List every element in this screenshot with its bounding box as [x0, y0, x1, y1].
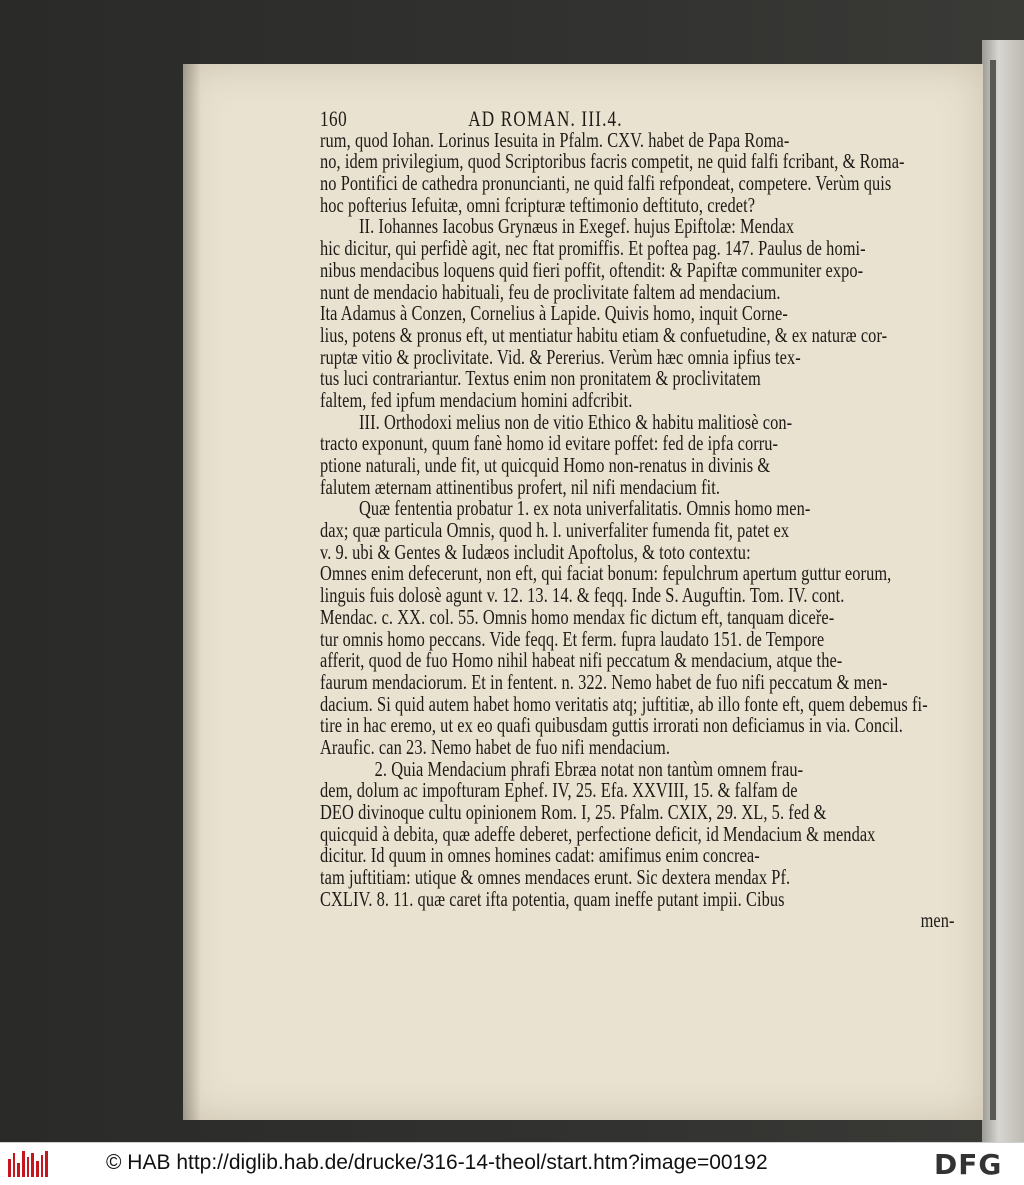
text-line: dacium. Si quid autem habet homo veritatis atq; juftitiæ, ab illo fonte eft, quem debemus fi-	[320, 691, 928, 716]
text-line: tire in hac eremo, ut ex eo quafi quibusdam guttis irrorati non deficiamus in via. Concil.	[320, 713, 903, 738]
text-line: falutem æternam attinentibus profert, nil nifi mendacium fit.	[320, 474, 721, 499]
text-line: Ita Adamus à Conzen, Cornelius à Lapide. Quivis homo, inquit Corne-	[320, 301, 788, 326]
running-title: AD ROMAN. III.4.	[468, 106, 623, 131]
text-line: linguis fuis dolosè agunt v. 12. 13. 14. & feqq. Inde S. Auguftin. Tom. IV. cont.	[320, 583, 845, 608]
viewer-footer	[0, 1142, 1024, 1185]
page-gutter-shadow	[990, 60, 996, 1120]
text-line: tam juftitiam: utique & omnes mendaces erunt. Sic dextera mendax Pf.	[320, 865, 791, 890]
text-line: hic dicitur, qui perfidè agit, nec ftat promiffis. Et poftea pag. 147. Paulus de homi-	[320, 236, 866, 261]
text-line: dem, dolum ac impofturam Ephef. IV, 25. Efa. XXVIII, 15. & falfam de	[320, 778, 798, 803]
adjacent-page-edge	[982, 40, 1024, 1142]
text-line: v. 9. ubi & Gentes & Iudæos includit Apoftolus, & toto contextu:	[320, 539, 751, 564]
page-number: 160	[320, 106, 348, 131]
text-line: CXLIV. 8. 11. quæ caret ifta potentia, quam ineffe putant impii. Cibus	[320, 886, 785, 911]
text-line: DEO divinoque cultu opinionem Rom. I, 25. Pfalm. CXIX, 29. XL, 5. fed &	[320, 800, 827, 824]
text-line: quicquid à debita, quæ adeffe deberet, perfectione deficit, id Mendacium & mendax	[320, 821, 876, 846]
dfg-logo[interactable]: DFG	[934, 1148, 1003, 1181]
text-line: dax; quæ particula Omnis, quod h. l. univerfaliter fumenda fit, patet ex	[320, 518, 790, 543]
page-edge-shadow	[183, 64, 201, 1120]
text-line: Mendac. c. XX. col. 55. Omnis homo mendax fic dictum eft, tanquam diceře-	[320, 604, 835, 629]
text-line: hoc pofterius Iefuitæ, omni fcripturæ teftimonio deftituto, credet?	[320, 192, 756, 217]
text-line: faltem, fed ipfum mendacium homini adfcribit.	[320, 387, 633, 412]
text-line: faurum mendaciorum. Et in fentent. n. 322. Nemo habet de fuo nifi peccatum & men-	[320, 669, 888, 694]
text-line: afferit, quod de fuo Homo nihil habeat nifi peccatum & mendacium, atque the-	[320, 648, 843, 673]
page-text	[320, 108, 960, 932]
text-line: lius, potens & pronus eft, ut mentiatur habitu etiam & confuetudine, & ex naturæ cor-	[320, 322, 888, 347]
running-header	[320, 108, 960, 130]
text-line: tracto exponunt, quum fanè homo id evitare poffet: fed de ipfa corru-	[320, 431, 779, 456]
catchword: men-	[920, 908, 955, 933]
text-line: rum, quod Iohan. Lorinus Iesuita in Pfalm. CXV. habet de Papa Roma-	[320, 127, 790, 152]
text-line: Araufic. can 23. Nemo habet de fuo nifi mendacium.	[320, 734, 671, 759]
text-line: Quæ fententia probatur 1. ex nota univerfalitatis. Omnis homo men-	[359, 496, 811, 521]
text-line: Omnes enim defecerunt, non eft, qui faciat bonum: fepulchrum apertum guttur eorum,	[320, 561, 892, 586]
text-line: ptione naturali, unde fit, ut quicquid Homo non-renatus in divinis &	[320, 453, 771, 477]
source-link[interactable]: © HAB http://diglib.hab.de/drucke/316-14-theol/start.htm?image=00192	[106, 1151, 768, 1174]
hab-logo[interactable]	[8, 1151, 48, 1177]
text-line: no Pontifici de cathedra pronuncianti, ne quid falfi refpondeat, competere. Verùm quis	[320, 171, 892, 196]
text-line: ruptæ vitio & proclivitate. Vid. & Pererius. Verùm hæc omnia ipfius tex-	[320, 344, 801, 369]
text-line: tus luci contrariantur. Textus enim non pronitatem & proclivitatem	[320, 366, 761, 391]
text-line: nunt de mendacio habituali, feu de proclivitate faltem ad mendacium.	[320, 279, 781, 304]
text-line: 2. Quia Mendacium phrafi Ebræa notat non tantùm omnem frau-	[374, 756, 804, 781]
text-line: no, idem privilegium, quod Scriptoribus facris competit, ne quid falfi fcribant, & Roma-	[320, 149, 905, 174]
text-line: II. Iohannes Iacobus Grynæus in Exegef. hujus Epiftolæ: Mendax	[359, 214, 795, 239]
text-line: III. Orthodoxi melius non de vitio Ethico & habitu malitiosè con-	[359, 409, 793, 434]
text-line: dicitur. Id quum in omnes homines cadat: amifimus enim concrea-	[320, 843, 760, 868]
text-line: nibus mendacibus loquens quid fieri poffit, oftendit: & Papiftæ communiter expo-	[320, 257, 864, 282]
text-line: tur omnis homo peccans. Vide feqq. Et ferm. fupra laudato 151. de Tempore	[320, 626, 825, 651]
book-page	[183, 64, 983, 1120]
